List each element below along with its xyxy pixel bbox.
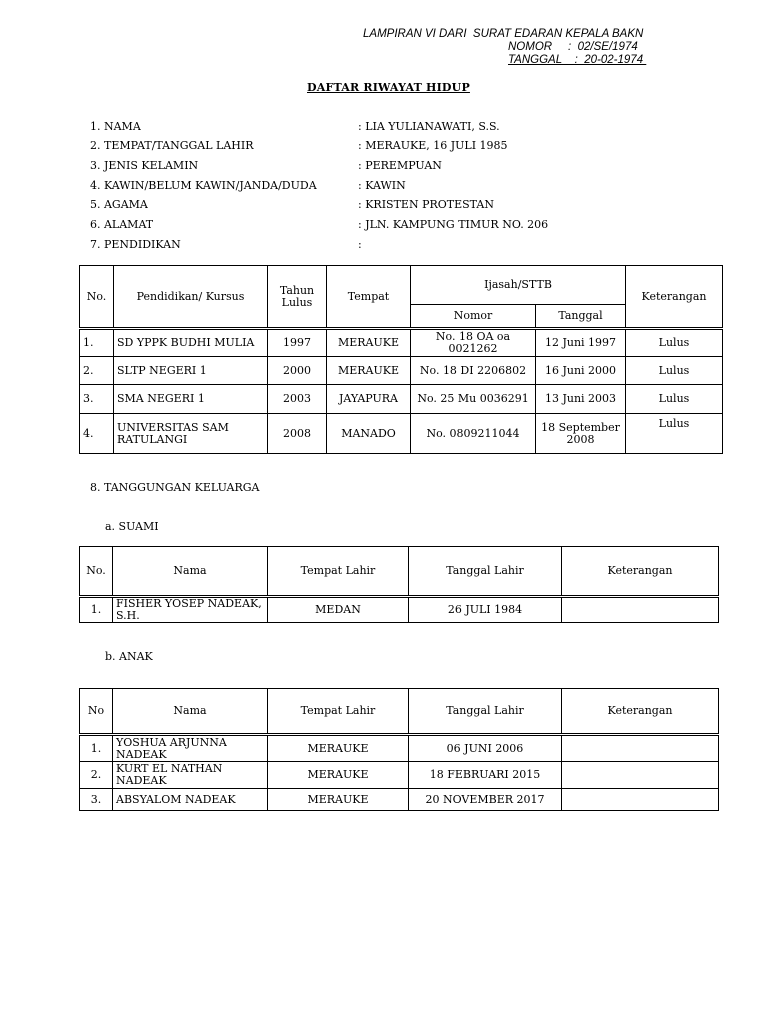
edu-header-nomor: Nomor (411, 305, 536, 329)
field-value-status: : KAWIN (358, 179, 406, 192)
anak-cell-keterangan (562, 762, 719, 789)
field-value-ttl: : MERAUKE, 16 JULI 1985 (358, 139, 508, 152)
edu-cell-tanggal: 13 Juni 2003 (536, 385, 626, 414)
edu-cell-keterangan: Lulus (626, 414, 723, 454)
document-title: DAFTAR RIWAYAT HIDUP (307, 81, 470, 94)
anak-cell-nama: YOSHUA ARJUNNA NADEAK (113, 735, 268, 762)
edu-cell-tahun: 2000 (268, 357, 327, 385)
anak-cell-tanggal: 06 JUNI 2006 (409, 735, 562, 762)
field-label-agama: 5. AGAMA (90, 198, 148, 211)
edu-cell-tahun: 1997 (268, 329, 327, 357)
edu-cell-nomor: No. 18 OA oa 0021262 (411, 329, 536, 357)
anak-header-tanggal: Tanggal Lahir (409, 689, 562, 735)
suami-header-nama: Nama (113, 547, 268, 597)
edu-header-ijasah: Ijasah/STTB (411, 266, 626, 305)
anak-cell-no: 1. (80, 735, 113, 762)
edu-cell-tempat: JAYAPURA (327, 385, 411, 414)
edu-header-keterangan: Keterangan (626, 266, 723, 329)
suami-cell-keterangan (562, 597, 719, 623)
table-row (80, 414, 723, 454)
edu-cell-tempat: MERAUKE (327, 357, 411, 385)
anak-cell-tempat: MERAUKE (268, 735, 409, 762)
anak-header-no: No (80, 689, 113, 735)
field-value-alamat: : JLN. KAMPUNG TIMUR NO. 206 (358, 218, 549, 231)
suami-table (79, 546, 719, 623)
anak-label: b. ANAK (105, 650, 153, 663)
edu-header-tanggal: Tanggal (536, 305, 626, 329)
field-value-agama: : KRISTEN PROTESTAN (358, 198, 494, 211)
field-label-nama: 1. NAMA (90, 120, 141, 133)
anak-cell-nama: ABSYALOM NADEAK (113, 789, 268, 811)
edu-cell-keterangan: Lulus (626, 329, 723, 357)
field-value-nama: : LIA YULIANAWATI, S.S. (358, 120, 500, 133)
edu-cell-no: 1. (80, 329, 114, 357)
anak-header-nama: Nama (113, 689, 268, 735)
edu-cell-pendidikan: SMA NEGERI 1 (114, 385, 268, 414)
edu-cell-no: 4. (80, 414, 114, 454)
edu-cell-tanggal: 12 Juni 1997 (536, 329, 626, 357)
anak-table (79, 688, 719, 811)
suami-cell-tanggal: 26 JULI 1984 (409, 597, 562, 623)
suami-label: a. SUAMI (105, 520, 159, 533)
table-row (80, 789, 719, 811)
edu-cell-pendidikan: UNIVERSITAS SAM RATULANGI (114, 414, 268, 454)
table-row (80, 762, 719, 789)
field-label-ttl: 2. TEMPAT/TANGGAL LAHIR (90, 139, 254, 152)
anak-cell-nama: KURT EL NATHAN NADEAK (113, 762, 268, 789)
header-line-1: LAMPIRAN VI DARI SURAT EDARAN KEPALA BAKN (363, 28, 644, 40)
table-row (80, 735, 719, 762)
header-line-3: TANGGAL : 20-02-1974 (508, 54, 647, 66)
field-label-pendidikan: 7. PENDIDIKAN (90, 238, 181, 251)
suami-header-tanggal: Tanggal Lahir (409, 547, 562, 597)
anak-cell-keterangan (562, 735, 719, 762)
anak-header-tempat: Tempat Lahir (268, 689, 409, 735)
anak-cell-no: 2. (80, 762, 113, 789)
edu-header-tempat: Tempat (327, 266, 411, 329)
edu-cell-tahun: 2003 (268, 385, 327, 414)
edu-cell-nomor: No. 0809211044 (411, 414, 536, 454)
section-tanggungan-keluarga: 8. TANGGUNGAN KELUARGA (90, 481, 260, 494)
anak-cell-tanggal: 20 NOVEMBER 2017 (409, 789, 562, 811)
suami-cell-nama: FISHER YOSEP NADEAK, S.H. (113, 597, 268, 623)
field-label-status: 4. KAWIN/BELUM KAWIN/JANDA/DUDA (90, 179, 317, 192)
anak-header-keterangan: Keterangan (562, 689, 719, 735)
table-row (80, 357, 723, 385)
field-value-jenis-kelamin: : PEREMPUAN (358, 159, 442, 172)
edu-header-no: No. (80, 266, 114, 329)
edu-header-pendidikan: Pendidikan/ Kursus (114, 266, 268, 329)
edu-cell-tempat: MERAUKE (327, 329, 411, 357)
edu-cell-nomor: No. 25 Mu 0036291 (411, 385, 536, 414)
anak-cell-tempat: MERAUKE (268, 762, 409, 789)
table-row (80, 385, 723, 414)
edu-cell-nomor: No. 18 DI 2206802 (411, 357, 536, 385)
edu-cell-no: 2. (80, 357, 114, 385)
suami-cell-tempat: MEDAN (268, 597, 409, 623)
anak-cell-tanggal: 18 FEBRUARI 2015 (409, 762, 562, 789)
edu-header-tahun: Tahun Lulus (268, 266, 327, 329)
education-table (79, 265, 723, 454)
edu-cell-no: 3. (80, 385, 114, 414)
field-value-pendidikan: : (358, 238, 362, 251)
edu-cell-pendidikan: SD YPPK BUDHI MULIA (114, 329, 268, 357)
field-label-alamat: 6. ALAMAT (90, 218, 154, 231)
anak-cell-tempat: MERAUKE (268, 789, 409, 811)
header-line-2: NOMOR : 02/SE/1974 (508, 41, 638, 53)
table-row (80, 597, 719, 623)
suami-header-keterangan: Keterangan (562, 547, 719, 597)
field-label-jenis-kelamin: 3. JENIS KELAMIN (90, 159, 199, 172)
edu-cell-tahun: 2008 (268, 414, 327, 454)
suami-cell-no: 1. (80, 597, 113, 623)
edu-cell-keterangan: Lulus (626, 385, 723, 414)
suami-header-tempat: Tempat Lahir (268, 547, 409, 597)
table-row (80, 329, 723, 357)
anak-cell-no: 3. (80, 789, 113, 811)
edu-cell-tanggal: 18 September 2008 (536, 414, 626, 454)
suami-header-no: No. (80, 547, 113, 597)
edu-cell-pendidikan: SLTP NEGERI 1 (114, 357, 268, 385)
edu-cell-tanggal: 16 Juni 2000 (536, 357, 626, 385)
edu-cell-tempat: MANADO (327, 414, 411, 454)
anak-cell-keterangan (562, 789, 719, 811)
edu-cell-keterangan: Lulus (626, 357, 723, 385)
